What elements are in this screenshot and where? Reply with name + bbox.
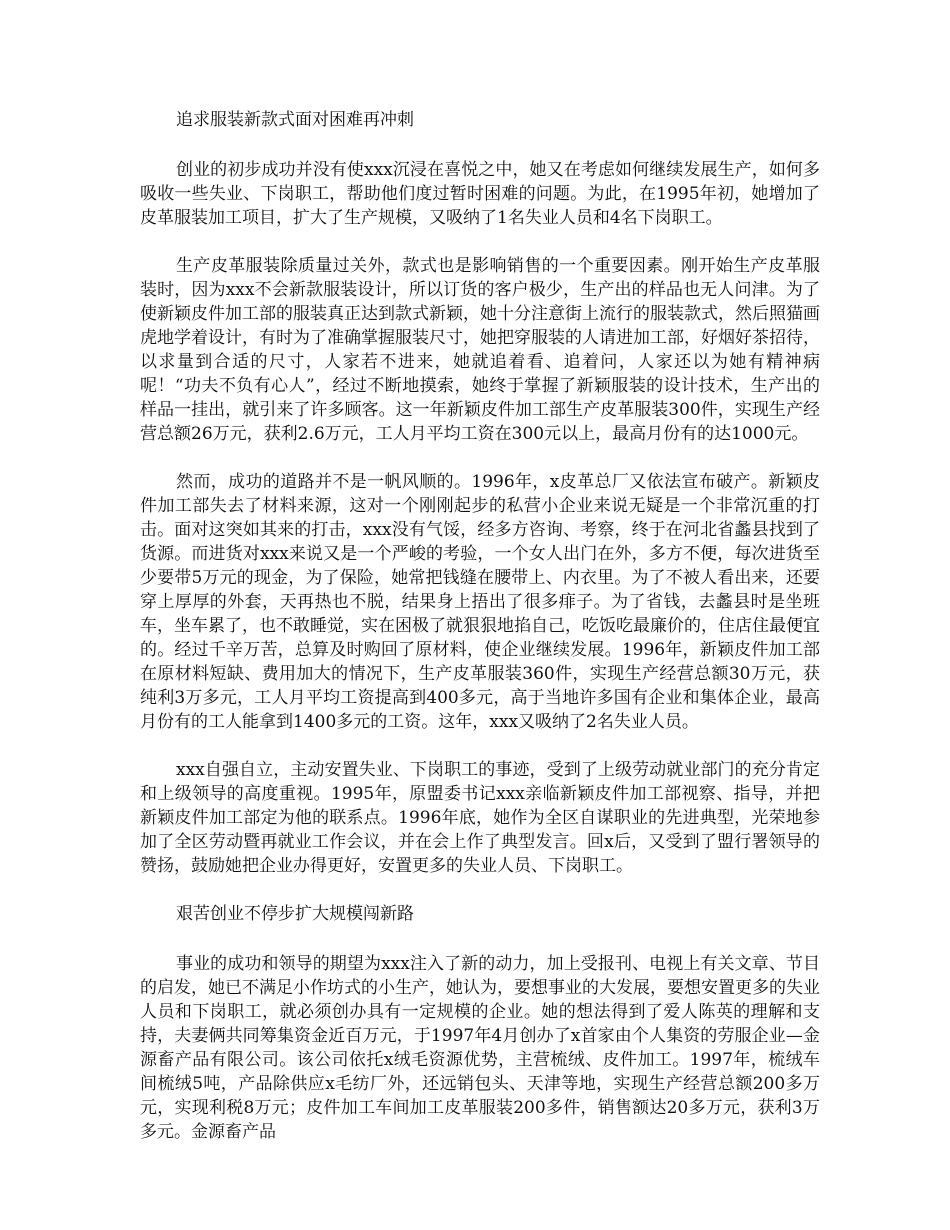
paragraph: 事业的成功和领导的期望为xxx注入了新的动力，加上受报刊、电视上有关文章、节目的启发，她已不满足小作坊式的小生产，她认为，要想事业的大发展，要想安置更多的失业人员和下岗职工，就必须创办具有一定规模的企业。她的想法得到了爱人陈英的理解和支持，夫妻俩共同筹集资金近百万元，于1997年4月创办了x首家由个人集资的劳服企业—金源畜产品有限公司。该公司依托x绒毛资源优势，主营梳绒、皮件加工。1997年，梳绒车间梳绒5吨，产品除供应x毛纺厂外，还远销包头、天津等地，实现生产经营总额200多万元，实现利税8万元；皮件加工车间加工皮革服装200多件，销售额达20多万元，获利3万多元。金源畜产品 (140, 954, 820, 1142)
paragraph: 然而，成功的道路并不是一帆风顺的。1996年，x皮革总厂又依法宣布破产。新颖皮件加工部失去了材料来源，这对一个刚刚起步的私营小企业来说无疑是一个非常沉重的打击。面对这突如其来的打击，xxx没有气馁，经多方咨询、考察，终于在河北省蠡县找到了货源。而进货对xxx来说又是一个严峻的考验，一个女人出门在外，多方不便，每次进货至少要带5万元的现金，为了保险，她常把钱缝在腰带上、内衣里。为了不被人看出来，还要穿上厚厚的外套，天再热也不脱，结果身上捂出了很多痱子。为了省钱，去蠡县时是坐班车，坐车累了，也不敢睡觉，实在困极了就狠狠地掐自己，吃饭吃最廉价的，住店住最便宜的。经过千辛万苦，总算及时购回了原材料，使企业继续发展。1996年，新颖皮件加工部在原材料短缺、费用加大的情况下，生产皮革服装360件，实现生产经营总额30万元，获纯利3万多元，工人月平均工资提高到400多元，高于当地许多国有企业和集体企业，最高月份有的工人能拿到1400多元的工资。这年，xxx又吸纳了2名失业人员。 (140, 472, 820, 732)
section-heading: 追求服装新款式面对困难再冲刺 (176, 110, 414, 130)
paragraph: 生产皮革服装除质量过关外，款式也是影响销售的一个重要因素。刚开始生产皮革服装时，因为xxx不会新款服装设计，所以订货的客户极少，生产出的样品也无人问津。为了使新颖皮件加工部的服装真正达到款式新颖，她十分注意街上流行的服装款式，然后照猫画虎地学着设计，有时为了准确掌握服装尺寸，她把穿服装的人请进加工部，好烟好茶招待，以求量到合适的尺寸，人家若不进来，她就追着看、追着问，人家还以为她有精神病呢！“功夫不负有心人”，经过不断地摸索，她终于掌握了新颖服装的设计技术，生产出的样品一挂出，就引来了许多顾客。这一年新颖皮件加工部生产皮革服装300件，实现生产经营总额26万元，获利2.6万元，工人月平均工资在300元以上，最高月份有的达1000元。 (140, 256, 820, 444)
paragraph: xxx自强自立，主动安置失业、下岗职工的事迹，受到了上级劳动就业部门的充分肯定和上级领导的高度重视。1995年，原盟委书记xxx亲临新颖皮件加工部视察、指导，并把新颖皮件加工部定为他的联系点。1996年底，她作为全区自谋职业的先进典型，光荣地参加了全区劳动暨再就业工作会议，并在会上作了典型发言。回x后，又受到了盟行署领导的赞扬，鼓励她把企业办得更好，安置更多的失业人员、下岗职工。 (140, 760, 820, 876)
document-body (140, 108, 820, 1168)
paragraph: 创业的初步成功并没有使xxx沉浸在喜悦之中，她又在考虑如何继续发展生产，如何多吸收一些失业、下岗职工，帮助他们度过暂时困难的问题。为此，在1995年初，她增加了皮革服装加工项目，扩大了生产规模，又吸纳了1名失业人员和4名下岗职工。 (140, 160, 820, 228)
section-heading: 艰苦创业不停步扩大规模闯新路 (176, 904, 414, 924)
